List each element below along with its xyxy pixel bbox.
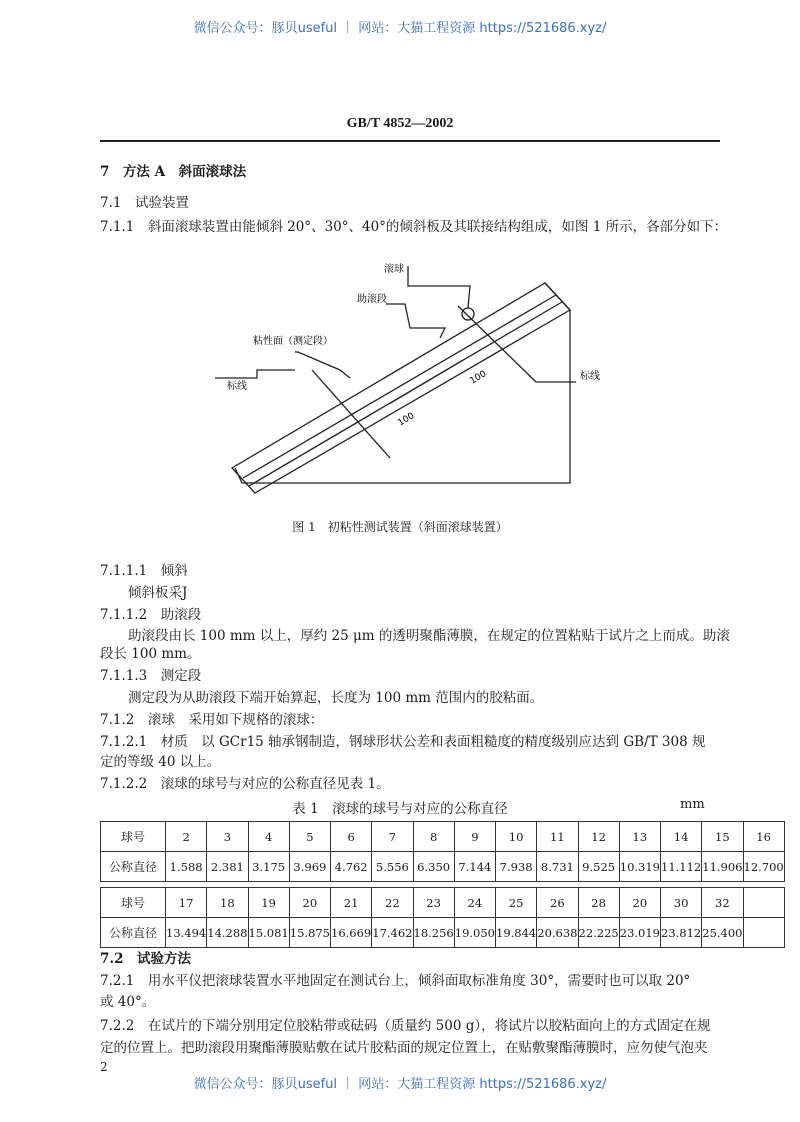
ball-no-cell: 10 (496, 822, 537, 852)
ball-no-cell: 32 (702, 888, 743, 918)
diameter-cell: 20.638 (537, 918, 578, 948)
ball-no-cell: 15 (702, 822, 743, 852)
ball-no-cell: 18 (207, 888, 248, 918)
row-label: 球号 (101, 888, 166, 918)
diameter-cell: 17.462 (372, 918, 413, 948)
diameter-cell: 12.700 (743, 852, 784, 882)
ball-no-cell: 24 (454, 888, 495, 918)
leader-run-up (386, 304, 445, 338)
diameter-cell (743, 918, 784, 948)
ball-no-cell: 19 (248, 888, 289, 918)
ball-no-cell (743, 888, 784, 918)
ball-no-cell: 26 (537, 888, 578, 918)
clause-7-2: 7.2 试验方法 (100, 951, 191, 967)
diameter-cell: 25.400 (702, 918, 743, 948)
diameter-cell: 8.731 (537, 852, 578, 882)
diameter-cell: 1.588 (166, 852, 207, 882)
diameter-cell: 14.288 (207, 918, 248, 948)
diameter-cell: 2.381 (207, 852, 248, 882)
clause-7-2-1-line-2: 或 40°。 (100, 994, 156, 1010)
page-number: 2 (100, 1060, 108, 1074)
diameter-cell: 15.875 (289, 918, 330, 948)
diameter-cell: 3.969 (289, 852, 330, 882)
watermark-top: 微信公众号：豚贝useful ｜ 网站：大猫工程资源 https://521686.xyz/ (193, 21, 607, 36)
ball-no-cell: 7 (372, 822, 413, 852)
table-row-ball-no-2 (101, 888, 785, 918)
ball-no-cell: 12 (578, 822, 619, 852)
label-ball: 滚球 (384, 264, 404, 275)
diameter-cell: 5.556 (372, 852, 413, 882)
table-1 (100, 821, 785, 948)
ball-no-cell: 4 (248, 822, 289, 852)
ball-no-cell: 25 (496, 888, 537, 918)
ball-no-cell: 8 (413, 822, 454, 852)
diameter-cell: 6.350 (413, 852, 454, 882)
ball-no-cell: 14 (661, 822, 702, 852)
diameter-cell: 11.112 (661, 852, 702, 882)
clause-7-1-2-1-line-2: 定的等级 40 以上。 (100, 754, 221, 770)
ball-no-cell: 20 (619, 888, 660, 918)
diameter-cell: 7.144 (454, 852, 495, 882)
label-mark-right: 标线 (580, 371, 600, 382)
leader-ball (408, 266, 470, 308)
section-7-heading: 7 方法 A 斜面滚球法 (100, 164, 247, 180)
ball-no-cell: 20 (289, 888, 330, 918)
figure-caption: 图 1 初粘性测试装置（斜面滚球装置） (292, 520, 508, 534)
clause-7-1-1-2-body-1: 助滚段由长 100 mm 以上，厚约 25 μm 的透明聚酯薄膜，在规定的位置粘贴于试片之上而成。助滚 (128, 628, 730, 644)
clause-7-1-1-1-body: 倾斜板采J (128, 585, 188, 601)
row-label: 球号 (101, 822, 166, 852)
diameter-cell: 23.019 (619, 918, 660, 948)
clause-7-2-1-line-1: 7.2.1 用水平仪把滚球装置水平地固定在测试台上，倾斜面取标准角度 30°，需要时也可以取 20° (100, 973, 691, 989)
ball-no-cell: 17 (166, 888, 207, 918)
clause-7-1-2: 7.1.2 滚球 采用如下规格的滚球： (100, 712, 324, 728)
diameter-cell: 11.906 (702, 852, 743, 882)
ball-no-cell: 23 (413, 888, 454, 918)
diameter-cell: 3.175 (248, 852, 289, 882)
inclined-plate (232, 283, 570, 493)
ball-no-cell: 28 (578, 888, 619, 918)
diameter-cell: 16.669 (331, 918, 372, 948)
clause-7-1-2-2: 7.1.2.2 滚球的球号与对应的公称直径见表 1。 (100, 776, 390, 792)
table-1-title: 表 1 滚球的球号与对应的公称直径 (292, 801, 508, 817)
diameter-cell: 4.762 (331, 852, 372, 882)
ball-no-cell: 3 (207, 822, 248, 852)
dimension-line (389, 360, 463, 404)
label-dimension-2: 100 (468, 369, 489, 387)
diameter-cell: 19.844 (496, 918, 537, 948)
leader-adhesive (295, 352, 350, 378)
ball-no-cell: 16 (743, 822, 784, 852)
standard-number: GB/T 4852—2002 (346, 116, 454, 131)
diameter-cell: 19.050 (454, 918, 495, 948)
label-mark-left: 标线 (227, 381, 247, 392)
clause-7-1-1-2: 7.1.1.2 助滚段 (100, 607, 202, 623)
ball-no-cell: 30 (661, 888, 702, 918)
table-row-diameter-1 (101, 852, 785, 882)
diameter-cell: 10.319 (619, 852, 660, 882)
clause-7-1-1-3: 7.1.1.3 测定段 (100, 668, 202, 684)
clause-7-1-1-3-body: 测定段为从助滚段下端开始算起，长度为 100 mm 范围内的胶粘面。 (128, 690, 544, 706)
table-row-diameter-2 (101, 918, 785, 948)
ball-no-cell: 22 (372, 888, 413, 918)
clause-7-1-1: 7.1.1 斜面滚球装置由能倾斜 20°、30°、40°的倾斜板及其联接结构组成，如图 1 所示，各部分如下： (100, 219, 728, 235)
clause-7-1: 7.1 试验装置 (100, 195, 189, 211)
ball-no-cell: 6 (331, 822, 372, 852)
label-adhesive-face: 粘性面（测定段） (253, 336, 333, 347)
diameter-cell: 18.256 (413, 918, 454, 948)
mark-line-right (458, 306, 536, 382)
clause-7-2-2-line-2: 定的位置上。把助滚段用聚酯薄膜贴敷在试片胶粘面的规定位置上，在贴敷聚酯薄膜时，应勿使气泡夹 (100, 1040, 708, 1056)
inclined-ball-apparatus-drawing (200, 258, 600, 508)
diameter-cell: 7.938 (496, 852, 537, 882)
diameter-cell: 23.812 (661, 918, 702, 948)
ball-no-cell: 21 (331, 888, 372, 918)
watermark-bottom: 微信公众号：豚贝useful ｜ 网站：大猫工程资源 https://521686.xyz/ (193, 1077, 607, 1092)
ball-marker (462, 308, 474, 320)
clause-7-2-2-line-1: 7.2.2 在试片的下端分别用定位胶粘带或砝码（质量约 500 g），将试片以胶粘面向上的方式固定在规 (100, 1018, 711, 1034)
table-1-unit: mm (680, 797, 705, 812)
label-run-up: 助滚段 (357, 294, 387, 305)
clause-7-1-1-1: 7.1.1.1 倾斜 (100, 563, 188, 579)
clause-7-1-1-2-body-2: 段长 100 mm。 (100, 646, 201, 662)
label-dimension-1: 100 (396, 411, 417, 429)
ball-no-cell: 11 (537, 822, 578, 852)
leader-mark-left (215, 370, 295, 378)
diameter-cell: 15.081 (248, 918, 289, 948)
clause-7-1-2-1-line-1: 7.1.2.1 材质 以 GCr15 轴承钢制造，钢球形状公差和表面粗糙度的精度级别应达到 GB/T 308 规 (100, 734, 706, 750)
diameter-cell: 13.494 (166, 918, 207, 948)
ball-no-cell: 2 (166, 822, 207, 852)
table-row-ball-no-1 (101, 822, 785, 852)
figure-1-diagram (200, 258, 600, 512)
diameter-cell: 22.225 (578, 918, 619, 948)
row-label: 公称直径 (101, 918, 166, 948)
diameter-cell: 9.525 (578, 852, 619, 882)
row-label: 公称直径 (101, 852, 166, 882)
plate-strip-line-1 (243, 295, 556, 478)
ball-no-cell: 5 (289, 822, 330, 852)
ball-no-cell: 9 (454, 822, 495, 852)
header-rule (100, 140, 720, 142)
ball-no-cell: 13 (619, 822, 660, 852)
